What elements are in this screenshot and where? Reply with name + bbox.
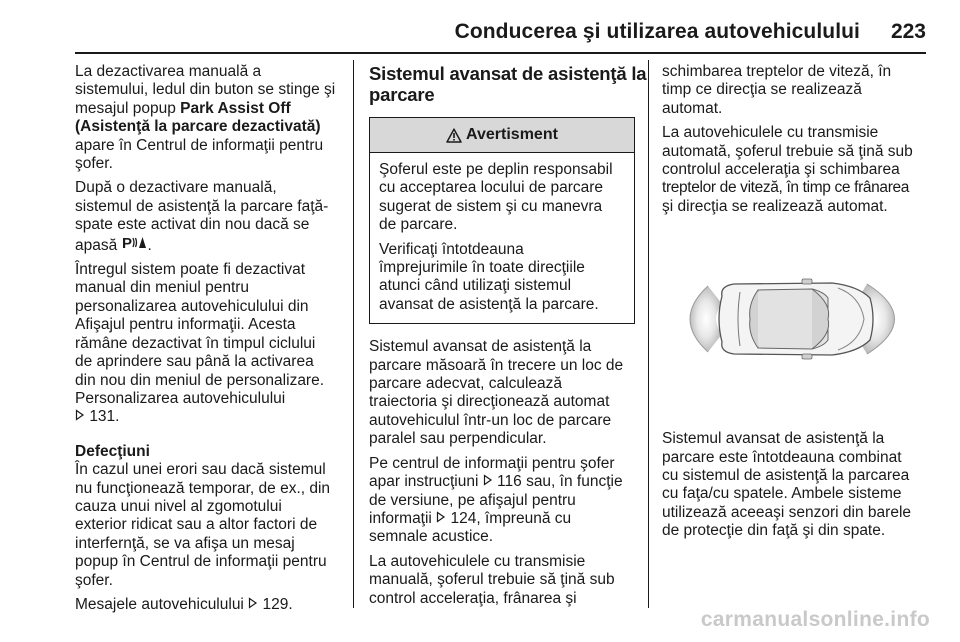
- svg-text:P: P: [121, 234, 132, 250]
- paragraph: După o dezactivare manuală, sistemul de asistenţă la parcare faţă- spate este activat din nou dacă se apasă P .: [75, 179, 329, 254]
- arrow-reference-icon: [248, 596, 258, 614]
- warning-title: Avertisment: [370, 118, 634, 153]
- page-reference[interactable]: 124, împreună cu: [450, 509, 572, 527]
- paragraph: schimbarea treptelor de viteză, în timp ce direcţia se realizează automat.: [662, 63, 892, 117]
- column-3: [662, 63, 930, 547]
- arrow-reference-icon: [436, 510, 446, 528]
- page-reference[interactable]: 129.: [262, 595, 293, 613]
- column-2: [369, 63, 647, 614]
- paragraph: Întregul sistem poate fi dezactivat manual din meniul pentru personalizarea autovehiculului din Afişajul pentru informaţii. Acesta rămâne dezactivat în timpul ciclului de aprindere sau până la activarea din nou din meniul de personalizare. Personalizarea autovehiculului 131.: [75, 261, 325, 426]
- sub-heading-faults: Defecţiuni: [75, 442, 150, 460]
- popup-message-translation: (Asistenţă la parcare dezactivată): [75, 118, 321, 136]
- page-number: 223: [890, 20, 926, 43]
- page-header: [0, 0, 960, 54]
- column-1: [75, 63, 345, 620]
- paragraph: Sistemul avansat de asistenţă la parcare măsoară în trecere un loc de parcare adecvat, calculează traiectoria şi direcţionează automat autovehiculul într-un loc de parcare paralel sau perpendicular.: [369, 338, 624, 448]
- popup-message-name: Park Assist Off: [180, 99, 291, 117]
- warning-box: [369, 117, 635, 324]
- column-divider: [353, 60, 354, 608]
- paragraph: Mesajele autovehiculului 129.: [75, 595, 293, 613]
- header-rule: [75, 52, 926, 54]
- paragraph: Pe centrul de informaţii pentru şofer apar instrucţiuni 116 sau, în funcţie de versiune, pe afişajul pentru informaţii 124, împreună cu semnale acustice.: [369, 454, 623, 546]
- parking-sensor-button-icon: [122, 235, 148, 255]
- page-reference[interactable]: 116 sau, în funcţie: [497, 473, 623, 491]
- section-heading: Sistemul avansat de asistenţă la parcare: [369, 63, 647, 105]
- paragraph: În cazul unei erori sau dacă sistemul nu funcţionează temporar, de ex., din cauza unui nivel al zgomotului exterior ridicat sau a altor factori de interfernţă, se va afişa un mesaj popup în Centrul de informaţii pentru şofer.: [75, 461, 331, 589]
- watermark: carmanualsonline.info: [700, 608, 930, 631]
- paragraph: Sistemul avansat de asistenţă la parcare este întotdeauna combinat cu sistemul de asistenţă la parcarea cu faţa/cu spatele. Ambele sisteme utilizează aceeaşi senzori din barele de protecţie din faţă şi din spate.: [662, 430, 912, 540]
- car-top-view: [719, 279, 873, 359]
- column-divider: [648, 60, 649, 608]
- page-reference[interactable]: 131.: [89, 408, 120, 426]
- page-title: Conducerea şi utilizarea autovehiculului: [454, 20, 860, 43]
- paragraph: La dezactivarea manuală a sistemului, ledul din buton se stinge şi mesajul popup Park Assist Off (Asistenţă la parcare dezactivată) apare în Centrul de informaţii pentru şofer.: [75, 63, 336, 173]
- arrow-reference-icon: [75, 408, 85, 426]
- rear-sensor-field: [690, 286, 722, 352]
- paragraph: La autovehiculele cu transmisie automată, şoferul trebuie să ţină sub controlul acceleraţia şi schimbarea treptelor de viteză, în timp ce frânarea şi direcţia se realizează automat.: [662, 124, 913, 215]
- paragraph: La autovehiculele cu transmisie manuală, şoferul trebuie să ţină sub control acceleraţia, frânarea şi: [369, 552, 615, 607]
- warning-triangle-icon: [446, 128, 462, 143]
- arrow-reference-icon: [483, 473, 493, 491]
- warning-body: Şoferul este pe deplin responsabil cu acceptarea locului de parcare sugerat de sistem şi cu manevra de parcare. Verificaţi întotdeauna împrejurimile în toate direcţiile atunci când utilizaţi sistemul avansat de asistenţă la parcare.: [379, 161, 613, 313]
- car-sensors-illustration: [662, 234, 930, 404]
